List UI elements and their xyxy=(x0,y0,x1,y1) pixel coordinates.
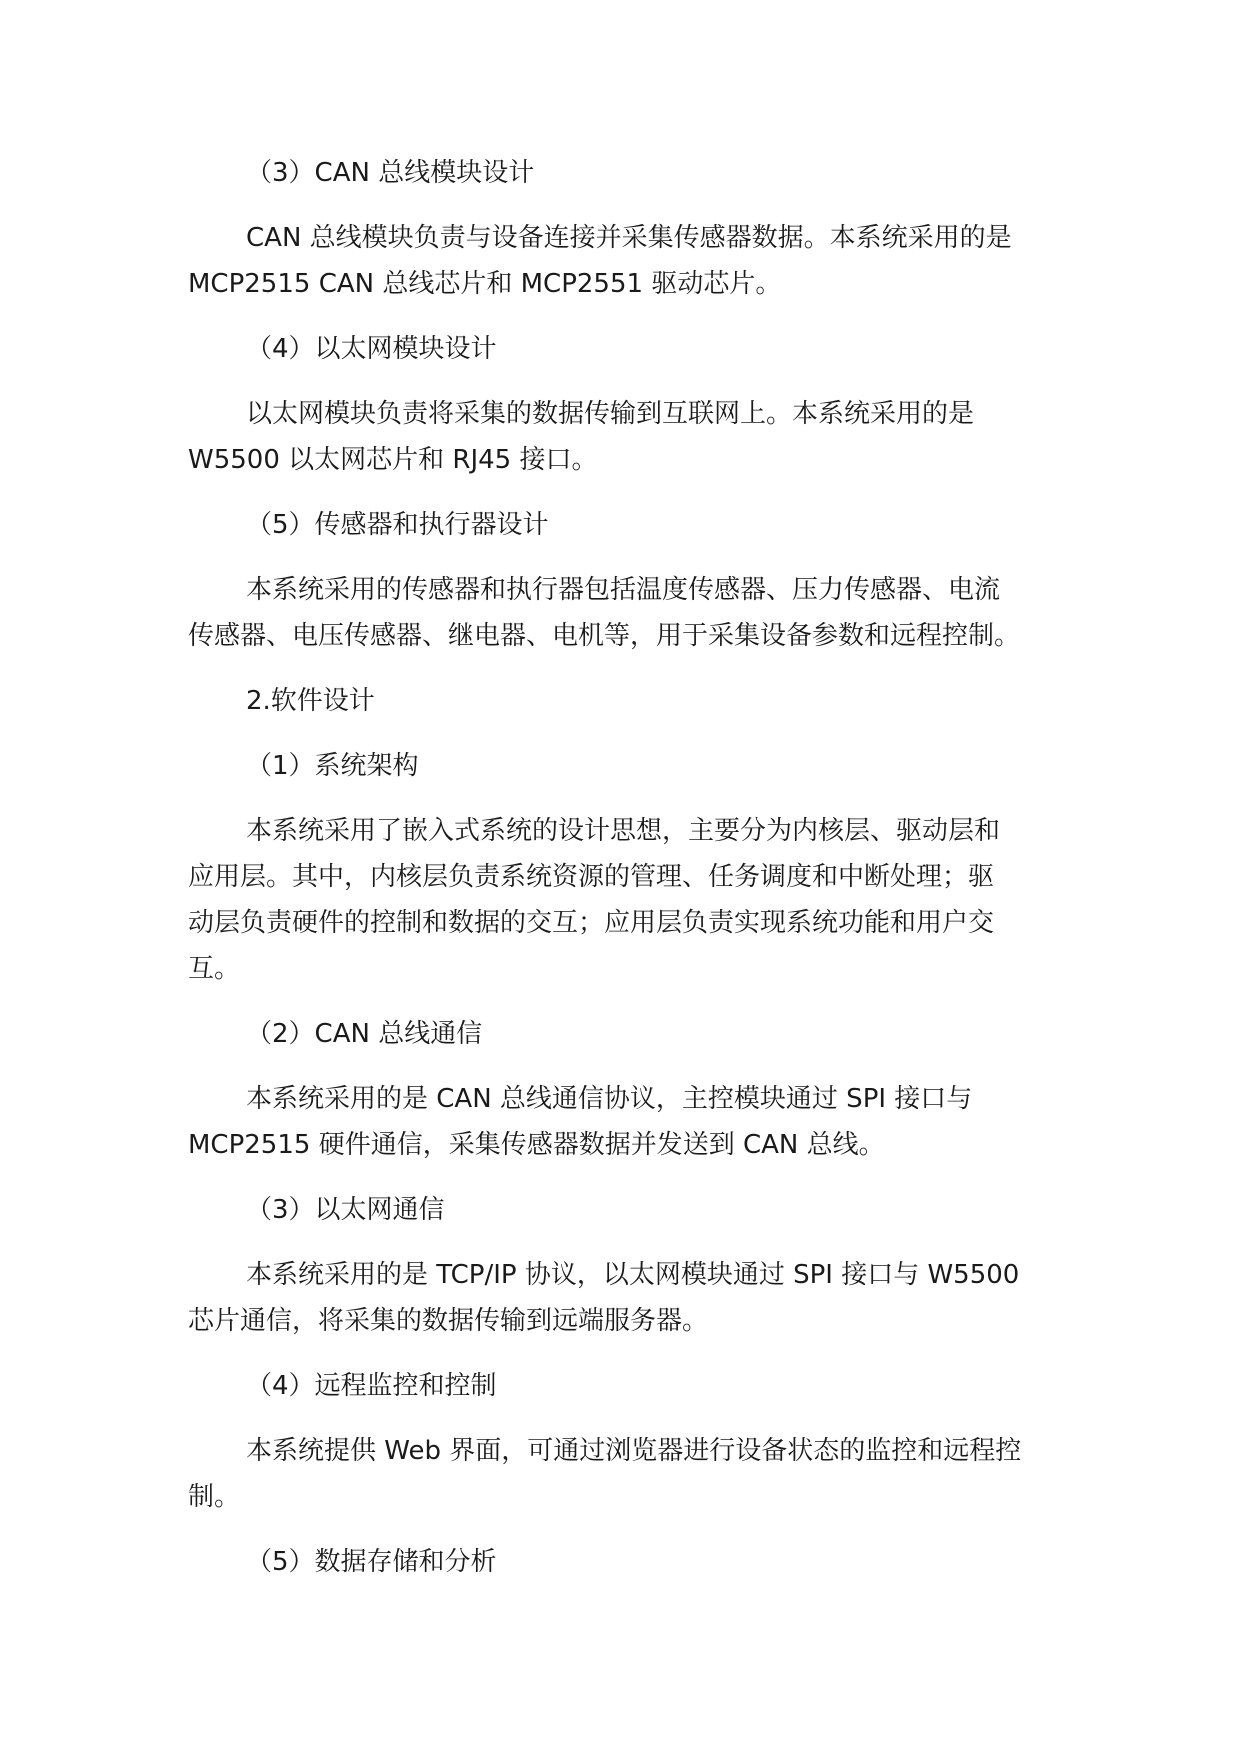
paragraph-remote-monitoring-control xyxy=(188,1428,1068,1520)
paragraph-line: 应用层。其中，内核层负责系统资源的管理、任务调度和中断处理；驱 xyxy=(188,862,995,892)
heading-data-storage-analysis: （5）数据存储和分析 xyxy=(246,1547,497,1577)
paragraph-line: CAN 总线模块负责与设备连接并采集传感器数据。本系统采用的是 xyxy=(246,223,1012,253)
paragraph-line: 制。 xyxy=(188,1482,241,1512)
paragraph-line: 本系统提供 Web 界面，可通过浏览器进行设备状态的监控和远程控 xyxy=(246,1436,1022,1466)
paragraph-line: MCP2515 CAN 总线芯片和 MCP2551 驱动芯片。 xyxy=(188,269,782,299)
paragraph-line: 芯片通信，将采集的数据传输到远端服务器。 xyxy=(188,1306,709,1336)
paragraph-line: 以太网模块负责将采集的数据传输到互联网上。本系统采用的是 xyxy=(246,399,975,429)
paragraph-can-bus-communication xyxy=(188,1076,1068,1168)
heading-sensor-actuator-design: （5）传感器和执行器设计 xyxy=(246,510,549,540)
paragraph-ethernet-communication xyxy=(188,1252,1068,1344)
paragraph-line: 本系统采用的传感器和执行器包括温度传感器、压力传感器、电流 xyxy=(246,575,1001,605)
paragraph-line: 本系统采用的是 CAN 总线通信协议，主控模块通过 SPI 接口与 xyxy=(246,1084,973,1114)
heading-can-bus-communication: （2）CAN 总线通信 xyxy=(246,1019,483,1049)
paragraph-line: 传感器、电压传感器、继电器、电机等，用于采集设备参数和远程控制。 xyxy=(188,621,1021,651)
paragraph-system-architecture xyxy=(188,808,1068,992)
paragraph-sensor-actuator xyxy=(188,567,1068,659)
paragraph-ethernet-module xyxy=(188,391,1068,483)
heading-system-architecture: （1）系统架构 xyxy=(246,751,419,781)
paragraph-can-module xyxy=(188,215,1068,307)
document-body xyxy=(188,150,1068,1604)
paragraph-line: 动层负责硬件的控制和数据的交互；应用层负责实现系统功能和用户交 xyxy=(188,908,995,938)
paragraph-line: 互。 xyxy=(188,954,241,984)
heading-ethernet-communication: （3）以太网通信 xyxy=(246,1195,445,1225)
paragraph-line: W5500 以太网芯片和 RJ45 接口。 xyxy=(188,445,598,475)
heading-remote-monitoring-control: （4）远程监控和控制 xyxy=(246,1371,497,1401)
heading-software-design: 2.软件设计 xyxy=(246,686,375,716)
paragraph-line: MCP2515 硬件通信，采集传感器数据并发送到 CAN 总线。 xyxy=(188,1130,885,1160)
paragraph-line: 本系统采用了嵌入式系统的设计思想，主要分为内核层、驱动层和 xyxy=(246,816,1001,846)
paragraph-line: 本系统采用的是 TCP/IP 协议，以太网模块通过 SPI 接口与 W5500 xyxy=(246,1260,1020,1290)
heading-can-module-design: （3）CAN 总线模块设计 xyxy=(246,158,535,188)
heading-ethernet-module-design: （4）以太网模块设计 xyxy=(246,334,497,364)
